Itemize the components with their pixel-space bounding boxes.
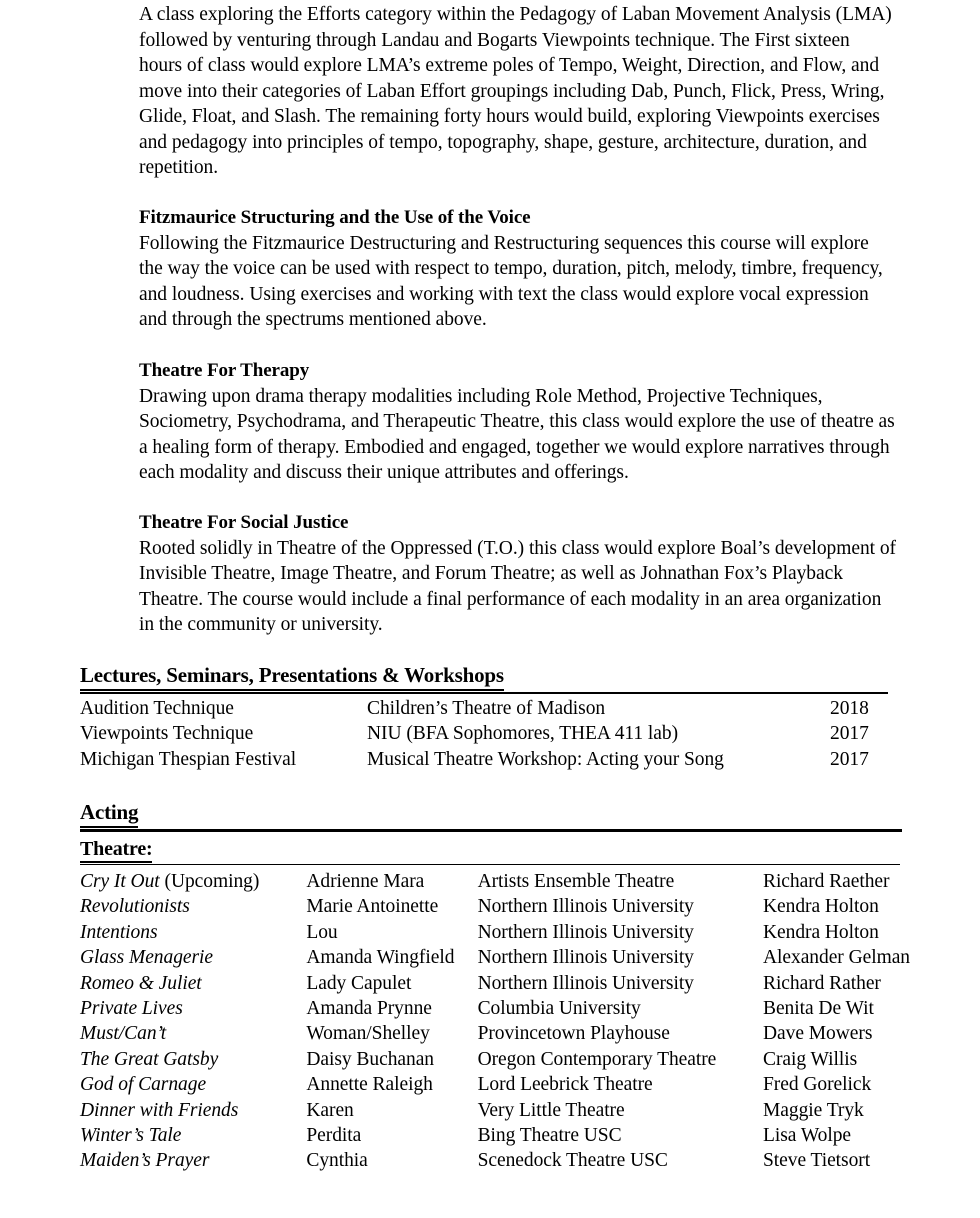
production-title-text: The Great Gatsby: [80, 1048, 219, 1070]
director-name: Maggie Tryk: [762, 1099, 864, 1121]
table-row: [80, 869, 910, 894]
company-name: Provincetown Playhouse: [477, 1023, 670, 1045]
section-rule-lectures: [80, 692, 888, 694]
production-title: [80, 1148, 306, 1173]
table-row: [80, 721, 900, 746]
section-title-acting: Acting: [80, 800, 138, 828]
theatre-subsection-header: [80, 838, 900, 865]
lectures-section-header: [80, 663, 888, 694]
production-title-text: Cry It Out: [80, 871, 160, 892]
director-name: Richard Raether: [762, 871, 890, 892]
lecture-topic: Viewpoints Technique: [80, 723, 254, 745]
lecture-venue: NIU (BFA Sophomores, THEA 411 lab): [367, 723, 679, 745]
course-description: A class exploring the Efforts category within the Pedagogy of Laban Movement Analysis (LMA) followed by venturing through Landau and Bogarts Viewpoints technique. The First sixteen hours of class would explore LMA’s extreme poles of Tempo, Weight, Direction, and Flow, and move into their categories of Laban Effort groupings including Dab, Punch, Flick, Press, Wring, Glide, Float, and Slash. The remaining forty hours would build, exploring Viewpoints exercises and pedagogy into principles of tempo, topography, shape, gesture, architecture, duration, and repetition.: [139, 4, 892, 178]
subsection-title-theatre: Theatre:: [80, 838, 152, 863]
company-name: Bing Theatre USC: [477, 1125, 622, 1147]
director-name: Benita De Wit: [762, 998, 874, 1020]
course-block-theatre-for-therapy: [139, 358, 896, 486]
production-title: [80, 1021, 306, 1046]
production-title: [80, 945, 306, 970]
subsection-rule-theatre: [80, 864, 900, 865]
table-row: [80, 1098, 910, 1123]
director-name: Dave Mowers: [762, 1023, 873, 1045]
course-block-fitzmaurice: [139, 205, 896, 333]
company-name: Artists Ensemble Theatre: [477, 871, 675, 892]
role-name: Perdita: [306, 1125, 362, 1147]
company-name: Northern Illinois University: [477, 947, 694, 969]
section-rule-acting: [80, 829, 902, 832]
course-block-lma: [139, 2, 896, 181]
production-title-text: Maiden’s Prayer: [80, 1150, 210, 1172]
table-row: [80, 1123, 910, 1148]
company-name: Northern Illinois University: [477, 921, 694, 943]
lecture-year: 2017: [830, 748, 869, 770]
director-name: Fred Gorelick: [762, 1074, 872, 1096]
table-row: [80, 1047, 910, 1072]
course-heading: Fitzmaurice Structuring and the Use of the Voice: [139, 207, 531, 228]
director-name: Alexander Gelman: [762, 947, 910, 969]
production-title-text: Dinner with Friends: [80, 1099, 239, 1121]
role-name: Woman/Shelley: [306, 1023, 430, 1045]
production-title: [80, 894, 306, 919]
role-name: Cynthia: [306, 1150, 368, 1172]
course-heading: Theatre For Social Justice: [139, 512, 349, 533]
table-row: [80, 920, 910, 945]
production-title: [80, 869, 306, 894]
company-name: Northern Illinois University: [477, 972, 694, 994]
table-row: [80, 747, 900, 772]
section-title-lectures: Lectures, Seminars, Presentations & Workshops: [80, 663, 504, 691]
role-name: Marie Antoinette: [306, 896, 439, 918]
production-title-text: Intentions: [80, 921, 158, 943]
production-title-text: Revolutionists: [80, 896, 190, 918]
lecture-venue: Children’s Theatre of Madison: [367, 698, 606, 719]
course-description: Following the Fitzmaurice Destructuring and Restructuring sequences this course will explore the way the voice can be used with respect to tempo, duration, pitch, melody, timbre, frequency, and loudness. Using exercises and working with text the class would explore vocal expression and through the spectrums mentioned above.: [139, 232, 883, 330]
acting-credits-table-body: [80, 869, 910, 1174]
role-name: Amanda Prynne: [306, 998, 432, 1020]
role-name: Lady Capulet: [306, 972, 412, 994]
role-name: Adrienne Mara: [306, 871, 425, 892]
table-row: [80, 1021, 910, 1046]
role-name: Annette Raleigh: [306, 1074, 433, 1096]
production-title: [80, 920, 306, 945]
table-row: [80, 894, 910, 919]
table-row: [80, 1148, 910, 1173]
director-name: Richard Rather: [762, 972, 881, 994]
company-name: Columbia University: [477, 998, 641, 1020]
production-title: [80, 1098, 306, 1123]
lectures-table-body: [80, 696, 900, 772]
production-title: [80, 996, 306, 1021]
production-title: [80, 971, 306, 996]
lecture-topic: Audition Technique: [80, 698, 234, 719]
production-title: [80, 1072, 306, 1097]
role-name: Daisy Buchanan: [306, 1048, 434, 1070]
production-title-text: Private Lives: [80, 998, 183, 1020]
director-name: Kendra Holton: [762, 896, 879, 918]
acting-section-header: [80, 800, 902, 832]
company-name: Northern Illinois University: [477, 896, 694, 918]
course-block-theatre-for-social-justice: [139, 510, 896, 638]
production-title-text: Glass Menagerie: [80, 947, 214, 969]
production-title-text: Winter’s Tale: [80, 1125, 182, 1147]
table-row: [80, 996, 910, 1021]
lecture-year: 2018: [830, 698, 869, 719]
role-name: Karen: [306, 1099, 354, 1121]
table-row: [80, 696, 900, 721]
company-name: Very Little Theatre: [477, 1099, 625, 1121]
lecture-year: 2017: [830, 723, 869, 745]
lecture-venue: Musical Theatre Workshop: Acting your Song: [367, 748, 724, 770]
production-title-text: Must/Can’t: [80, 1023, 167, 1045]
director-name: Craig Willis: [762, 1048, 858, 1070]
director-name: Steve Tietsort: [762, 1150, 871, 1172]
production-title-text: Romeo & Juliet: [80, 972, 202, 994]
table-row: [80, 971, 910, 996]
table-row: [80, 1072, 910, 1097]
table-row: [80, 945, 910, 970]
production-title-text: God of Carnage: [80, 1074, 207, 1096]
course-heading: Theatre For Therapy: [139, 360, 310, 381]
production-title-suffix: (Upcoming): [159, 871, 260, 892]
company-name: Lord Leebrick Theatre: [477, 1074, 653, 1096]
lectures-table: [80, 696, 900, 772]
director-name: Kendra Holton: [762, 921, 879, 943]
acting-credits-table: [80, 869, 910, 1174]
lecture-topic: Michigan Thespian Festival: [80, 748, 297, 770]
course-description: Drawing upon drama therapy modalities including Role Method, Projective Techniques, Sociometry, Psychodrama, and Therapeutic Theatre, this class would explore the use of theatre as a healing form of therapy. Embodied and engaged, together we would explore narratives through each modality and discuss their unique attributes and offerings.: [139, 385, 895, 483]
production-title: [80, 1123, 306, 1148]
director-name: Lisa Wolpe: [762, 1125, 851, 1147]
role-name: Amanda Wingfield: [306, 947, 455, 969]
production-title: [80, 1047, 306, 1072]
company-name: Scenedock Theatre USC: [477, 1150, 668, 1172]
course-description: Rooted solidly in Theatre of the Oppressed (T.O.) this class would explore Boal’s development of Invisible Theatre, Image Theatre, and Forum Theatre; as well as Johnathan Fox’s Playback Theatre. The course would include a final performance of each modality in an area organization in the community or university.: [139, 537, 896, 635]
company-name: Oregon Contemporary Theatre: [477, 1048, 717, 1070]
role-name: Lou: [306, 921, 338, 943]
